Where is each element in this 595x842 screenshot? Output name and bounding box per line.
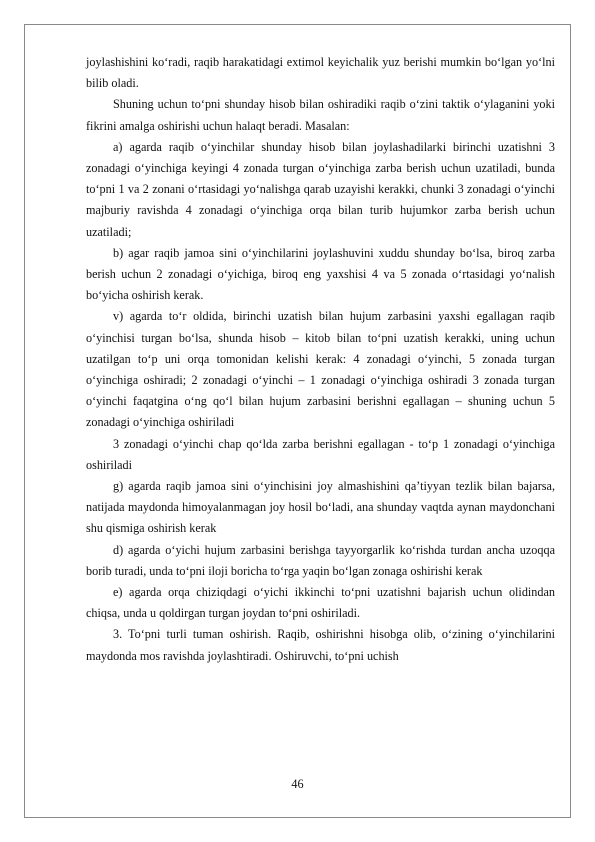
paragraph: Shuning uchun to‘pni shunday hisob bilan oshiradiki raqib o‘zini taktik o‘ylaganini yoki fikrini amalga oshirishi uchun halaqt beradi. Masalan: [86, 97, 555, 133]
paragraph: 3 zonadagi o‘yinchi chap qo‘lda zarba berishni egallagan - to‘p 1 zonadagi o‘yinchiga oshiriladi [86, 436, 555, 472]
document-body [86, 52, 555, 667]
paragraph: v) agarda to‘r oldida, birinchi uzatish bilan hujum zarbasini yaxshi egallagan raqib o‘yinchisi turgan bo‘lsa, shunda hisob – kitob bilan to‘pni uzatish kerakki, uning uchun uzatilgan to‘p uni orqa tomonidan kelishi kerak: 4 zonadagi o‘yinchi, 5 zonada turgan o‘yinchiga oshiradi; 2 zonadagi o‘yinchi – 1 zonadagi o‘yinchiga oshiradi 3 zonada turgan o‘yinchi faqatgina o‘ng qo‘l bilan hujum zarbasini berishni egallagan – shuning uchun 5 zonadagi o‘yinchiga oshiriladi [86, 309, 555, 430]
paragraph: b) agar raqib jamoa sini o‘yinchilarini joylashuvini xuddu shunday bo‘lsa, biroq zarba berish uchun 2 zonadagi o‘yichiga, biroq eng yaxshisi 4 va 5 zonada o‘rtasidagi yo‘nalish bo‘yicha oshirish kerak. [86, 245, 555, 303]
paragraph: e) agarda orqa chiziqdagi o‘yichi ikkinchi to‘pni uzatishni bajarish uchun olidindan chiqsa, unda u qoldirgan turgan joydan to‘pni oshiriladi. [86, 585, 555, 621]
paragraph: d) agarda o‘yichi hujum zarbasini berishga tayyorgarlik ko‘rishda turdan ancha uzoqqa borib turadi, unda to‘pni iloji boricha to‘rga yaqin bo‘lgan zonaga oshirishi kerak [86, 542, 555, 578]
page-number: 46 [291, 777, 304, 791]
paragraph: 3. To‘pni turli tuman oshirish. Raqib, oshirishni hisobga olib, o‘zining o‘yinchilarini maydonda mos ravishda joylashtiradi. Oshiruvchi, to‘pni uchish [86, 627, 555, 663]
paragraph: joylashishini ko‘radi, raqib harakatidagi extimol keyichalik yuz berishi mumkin bo‘lgan yo‘lni bilib oladi. [86, 55, 555, 91]
paragraph: g) agarda raqib jamoa sini o‘yinchisini joy almashishini qa’tiyyan tezlik bilan bajarsa, natijada maydonda himoyalanmagan joy hosil bo‘ladi, ana shunday vaqtda aynan maydonchani shu qismiga oshirish kerak [86, 479, 555, 536]
paragraph: a) agarda raqib o‘yinchilar shunday hisob bilan joylashadilarki birinchi uzatishni 3 zonadagi o‘yinchiga keyingi 4 zonada turgan o‘yinchiga zarba berish uchun uzatiladi, bunda to‘pni 1 va 2 zonani o‘rtasidagi yo‘nalishga qarab uzayishi kerakki, chunki 3 zonadagi o‘yinchi majburiy ravishda 4 zonadagi o‘yinchiga orqa bilan turib hujumkor zarba berish uchun uzatiladi; [86, 139, 555, 239]
